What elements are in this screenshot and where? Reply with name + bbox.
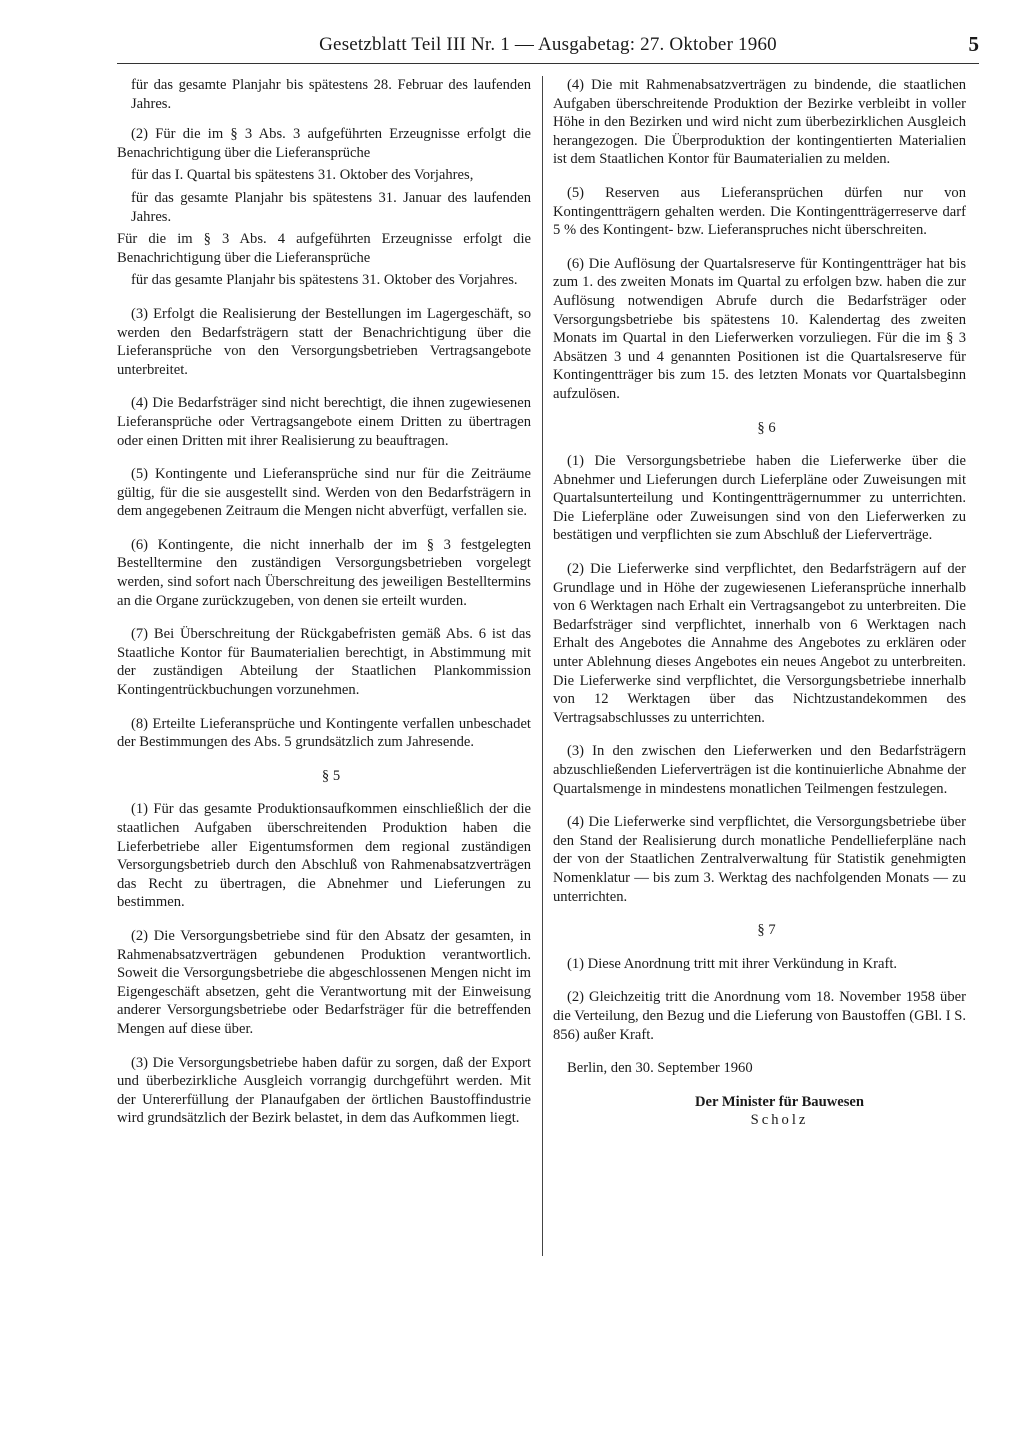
header-title: Gesetzblatt Teil III Nr. 1 — Ausgabetag: 27. Oktober 1960: [319, 34, 777, 55]
column-divider: [542, 76, 543, 1256]
page-number: 5: [968, 32, 979, 56]
signer-name: Scholz: [750, 1112, 809, 1129]
paragraph: (3) Erfolgt die Realisierung der Bestellungen im Lagergeschäft, so werden den Bedarfsträgern statt der Benachrichtigung über die Lieferansprüche von den Versorgungsbetrieben Vertragsangebote unterbreitet.: [117, 305, 531, 378]
paragraph: (7) Bei Überschreitung der Rückgabefristen gemäß Abs. 6 ist das Staatliche Kontor für Baumaterialien berechtigt, in Abstimmung mit der zuständigen Abteilung der Staatlichen Plankommission Kontingentrückbuchungen vorzunehmen.: [117, 626, 531, 699]
signer-title: Der Minister für Bauwesen: [694, 1093, 865, 1110]
right-column: [553, 76, 966, 1130]
paragraph: (4) Die Bedarfsträger sind nicht berechtigt, die ihnen zugewiesenen Lieferansprüche oder Vertragsangebote einem Dritten zu übertragen oder einen Dritten mit ihrer Realisierung zu beauftragen.: [117, 395, 531, 449]
section-heading: § 7: [757, 922, 776, 939]
paragraph: (1) Diese Anordnung tritt mit ihrer Verkündung in Kraft.: [567, 955, 898, 972]
paragraph: (8) Erteilte Lieferansprüche und Kontingente verfallen unbeschadet der Bestimmungen des Abs. 5 grundsätzlich zum Jahresende.: [117, 715, 531, 751]
paragraph: (6) Kontingente, die nicht innerhalb der im § 3 festgelegten Bestelltermine den zuständigen Versorgungsbetrieben vorgelegt werden, sind sofort nach Überschreitung des jeweiligen Bestelltermins an die Organe zurückzugeben, von denen sie erteilt wurden.: [117, 536, 531, 609]
paragraph: (4) Die Lieferwerke sind verpflichtet, die Versorgungsbetriebe über den Stand der Realisierung durch monatliche Pendellieferpläne nach der von der Staatlichen Zentralverwaltung für Statistik genehmigten Nomenklatur — bis zum 3. Werktag des nachfolgenden Monats — zu unterrichten.: [553, 814, 966, 905]
place-and-date: Berlin, den 30. September 1960: [567, 1060, 753, 1077]
section-heading: § 6: [757, 419, 776, 436]
paragraph: (1) Die Versorgungsbetriebe haben die Lieferwerke über die Abnehmer und Lieferungen durch Lieferpläne oder Zuweisungen mit Quartalsunterteilung und Kontingentträgernummer zu unterrichten. Die Lieferpläne oder Zuweisungen sind von den Lieferwerken zu bestätigen und verpflichten sie zum Abschluß der Lieferverträge.: [553, 453, 966, 544]
paragraph: (2) Gleichzeitig tritt die Anordnung vom 18. November 1958 über die Verteilung, den Bezug und die Lieferung von Baustoffen (GBl. I S. 856) außer Kraft.: [553, 989, 966, 1043]
paragraph: (1) Für das gesamte Produktionsaufkommen einschließlich der die staatlichen Aufgaben überschreitenden Produktion haben die Lieferbetriebe aller Eigentumsformen dem regional zuständigen Versorgungsbetrieb durch den Abschluß von Rahmenabsatzverträgen das Recht zu übertragen, die Abnehmer und Lieferungen zu bestimmen.: [117, 801, 531, 911]
page-header: [117, 30, 979, 60]
paragraph: (6) Die Auflösung der Quartalsreserve für Kontingentträger hat bis zum 1. des zweiten Monats im Quartal zu erfolgen bzw. haben die zur Auflösung notwendigen Abrufe durch die Bedarfsträger oder Versorgungsbetriebe bis spätestens 10. Kalendertag des zweiten Monats im Quartal in den Lieferwerken vorzuliegen. Für die im § 3 Absätzen 3 und 4 genannten Positionen ist die Quartalsreserve für Kontingentträger bis zum 15. des letzten Monats vor Quartalsbeginn aufzulösen.: [553, 255, 966, 402]
paragraph: für das I. Quartal bis spätestens 31. Oktober des Vorjahres,: [131, 167, 474, 184]
paragraph: (2) Für die im § 3 Abs. 3 aufgeführten Erzeugnisse erfolgt die Benachrichtigung über die Lieferansprüche: [117, 126, 531, 161]
section-heading: § 5: [321, 767, 341, 784]
paragraph: für das gesamte Planjahr bis spätestens 28. Februar des laufenden Jahres.: [131, 77, 531, 112]
paragraph: Für die im § 3 Abs. 4 aufgeführten Erzeugnisse erfolgt die Benachrichtigung über die Lieferansprüche: [117, 231, 531, 266]
paragraph: (2) Die Lieferwerke sind verpflichtet, den Bedarfsträgern auf der Grundlage und in Höhe der zugewiesenen Lieferansprüche innerhalb von 6 Werktagen nach Erhalt ein Vertragsangebot zu unterbreiten. Die Bedarfsträger sind verpflichtet, innerhalb von 6 Werktagen nach Erhalt des Angebotes die Annahme des Angebotes zu erklären oder unter Ablehnung dieses Angebotes ein neues Angebot zu unterbreiten. Die Lieferwerke sind verpflichtet, die Versorgungsbetriebe innerhalb von 12 Werktagen über das Nichtzustandekommen des Vertragsabschlusses zu unterrichten.: [553, 561, 966, 726]
paragraph: (5) Reserven aus Lieferansprüchen dürfen nur von Kontingentträgern gehalten werden. Die Kontingentträgerreserve darf 5 % des Kontingent- bzw. Lieferanspruches nicht überschreiten.: [553, 184, 966, 239]
paragraph: (5) Kontingente und Lieferansprüche sind nur für die Zeiträume gültig, für die sie ausgestellt sind. Werden von den Bedarfsträgern in dem angegebenen Zeitraum die Mengen nicht abverfügt, verfallen sie.: [117, 466, 531, 520]
paragraph: (2) Die Versorgungsbetriebe sind für den Absatz der gesamten, in Rahmenabsatzverträgen gebundenen Produktion verantwortlich. Soweit die Versorgungsbetriebe die abgeschlossenen Mengen nicht im Eigengeschäft absetzen, geht die Verantwortung mit der Einweisung anderer Versorgungsbetriebe oder Bedarfsträger für die betreffenden Mengen auf diese über.: [117, 927, 531, 1037]
left-column: [117, 76, 531, 1143]
header-rule: [117, 63, 979, 64]
paragraph: für das gesamte Planjahr bis spätestens 31. Oktober des Vorjahres.: [131, 272, 518, 289]
paragraph: für das gesamte Planjahr bis spätestens 31. Januar des laufenden Jahres.: [131, 189, 531, 225]
paragraph: (3) In den zwischen den Lieferwerken und den Bedarfsträgern abzuschließenden Lieferverträgen ist die kontinuierliche Abnahme der Quartalsmenge in mindestens monatlichen Teilmengen festzulegen.: [553, 743, 966, 797]
paragraph: (4) Die mit Rahmenabsatzverträgen zu bindende, die staatlichen Aufgaben überschreitende Produktion der Bezirke verbleibt in voller Höhe in den Bezirken und wird nicht zum überbezirklichen Ausgleich herangezogen. Die Überproduktion der kontingentierten Materialien ist dem Staatlichen Kontor für Baumaterialien zu melden.: [553, 77, 966, 168]
paragraph: (3) Die Versorgungsbetriebe haben dafür zu sorgen, daß der Export und überbezirkliche Ausgleich vorrangig durchgeführt werden. Mit der Untererfüllung der Planaufgaben der örtlichen Baustoffindustrie wird grundsätzlich der Bezirk belastet, in dem das Aufkommen liegt.: [117, 1054, 531, 1127]
